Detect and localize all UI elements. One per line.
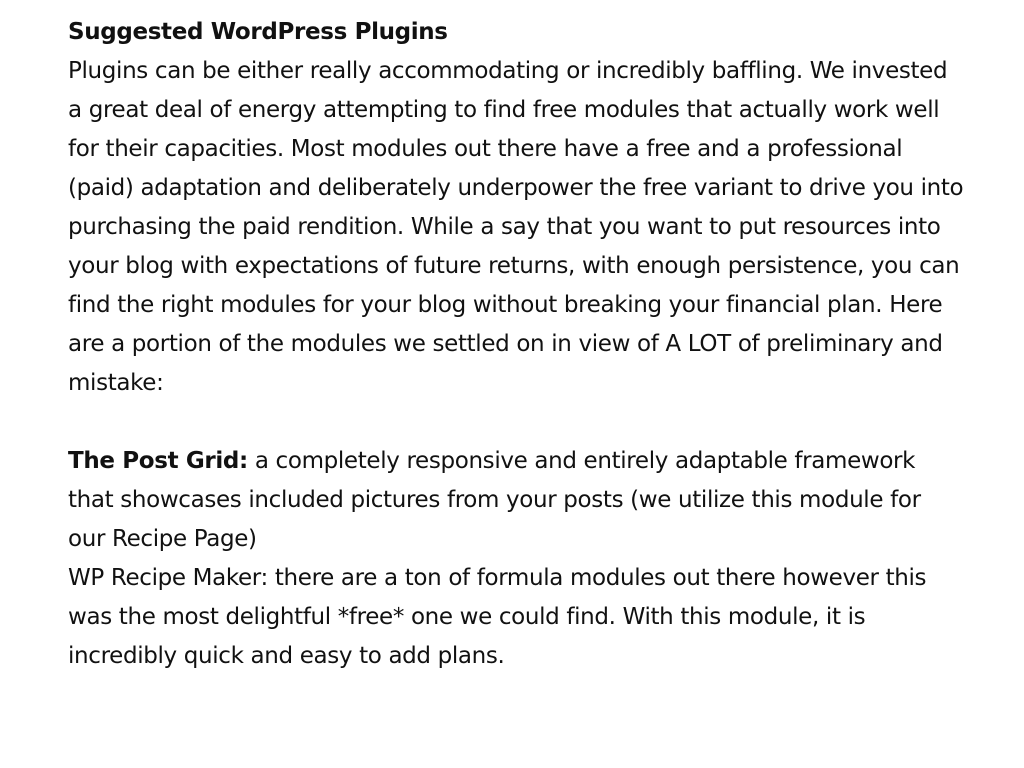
plugin-description: a completely responsive and entirely adaptable framework that showcases included pictures from your posts (we utilize this module for our Recipe Page) (68, 448, 921, 552)
paragraph-spacer (68, 403, 964, 442)
plugin-item-wp-recipe-maker: WP Recipe Maker: there are a ton of formula modules out there however this was the most delightful *free* one we could find. With this module, it is incredibly quick and easy to add plans. (68, 565, 927, 669)
section-heading: Suggested WordPress Plugins (68, 19, 448, 45)
intro-paragraph: Plugins can be either really accommodating or incredibly baffling. We invested a great deal of energy attempting to find free modules that actually work well for their capacities. Most modules out there have a free and a professional (paid) adaptation and deliberately underpower the free variant to drive you into purchasing the paid rendition. While a say that you want to put resources into your blog with expectations of future returns, with enough persistence, you can find the right modules for your blog without breaking your financial plan. Here are a portion of the modules we settled on in view of A LOT of preliminary and mistake: (68, 58, 964, 396)
plugin-term: The Post Grid: (68, 448, 248, 474)
plugin-item-post-grid (68, 442, 964, 559)
